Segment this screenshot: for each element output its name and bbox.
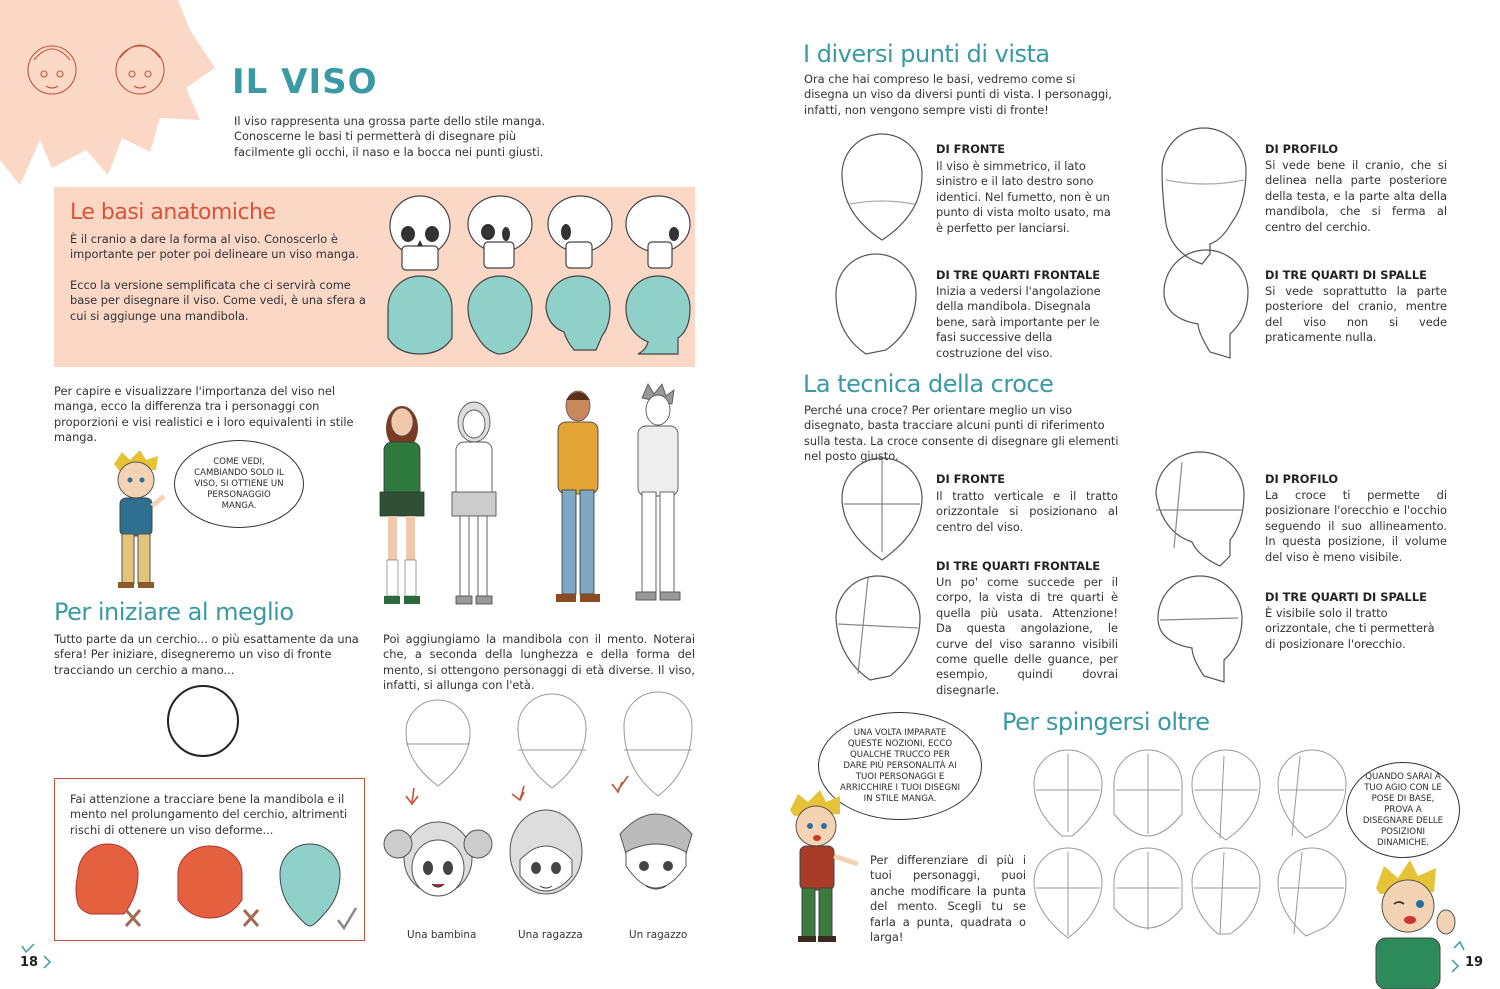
anatomy-text-2: Ecco la versione semplificata che ci servirà come base per disegnare il viso. Come vedi, è una sfera a cui si aggiunge una mandibola. [70,278,366,323]
hand-drawn-circle [166,684,242,760]
realistic-vs-manga-text: Per capire e visualizzare l'importanza del viso nel manga, ecco la differenza tra i personaggi con proporzioni e visi realistici e i loro equivalenti in stile manga. [54,384,354,445]
full-body-characters-illustration [372,380,702,612]
beyond-heading: Per spingersi oltre [1002,708,1210,736]
skull-illustrations [380,190,692,366]
speech-bubble-left: COME VEDI, CAMBIANDO SOLO IL VISO, SI OTTIENE UN PERSONAGGIO MANGA. [174,440,304,528]
caption-teen-girl: Una ragazza [518,929,583,941]
vp-profile-text: Si vede bene il cranio, che si delinea nella parte posteriore della testa, e la parte alta della mandibola, che si ferma al centro del cerchio. [1265,158,1447,234]
vp-three-quarter-back-text: Si vede soprattutto la parte posteriore del cranio, mentre del viso non si vede praticamente nulla. [1265,284,1447,345]
intro-text: Il viso rappresenta una grossa parte dello stile manga. Conoscerne le basi ti permetterà di disegnare più facilmente gli occhi, il naso e la bocca nei punti giusti. [234,114,546,159]
cross-three-quarter-front-text: Un po' come succede per il corpo, la vista di tre quarti è quella più usata. Attenzione! Da questa angolazione, le curve del viso saranno visibili come quelle delle guance, per esempio, quindi dovrai disegnarle. [936,575,1118,697]
anatomy-heading: Le basi anatomiche [70,200,276,225]
cross-profile-label: DI PROFILO [1265,472,1339,486]
speech-bubble-right-1: UNA VOLTA IMPARATE QUESTE NOZIONI, ECCO QUALCHE TRUCCO PER DARE PIÙ PERSONALITÀ AI TUOI PERSONAGGI E ARRICCHIRE I TUOI DISEGNI IN STILE MANGA. [818,712,982,820]
page-title: IL VISO [232,62,378,102]
cross-heading: La tecnica della croce [803,370,1054,398]
cross-three-quarter-back-label: DI TRE QUARTI DI SPALLE [1265,590,1427,604]
start-text-2: Poi aggiungiamo la mandibola con il mento. Noterai che, a seconda della lunghezza e della forma del mento, si ottengono personaggi di età diverse. Il viso, infatti, si allunga con l'età. [383,632,695,693]
vp-three-quarter-back-label: DI TRE QUARTI DI SPALLE [1265,268,1427,282]
speech-bubble-right-2: QUANDO SARAI A TUO AGIO CON LE POSE DI BASE, PROVA A DISEGNARE DELLE POSIZIONI DINAMICHE. [1346,762,1460,858]
page-number-right: 19 [1465,955,1484,970]
start-text-1: Tutto parte da un cerchio... o più esattamente da una sfera! Per iniziare, disegneremo un viso di fronte tracciando un cerchio a mano... [54,632,359,677]
cross-three-quarter-back-text: È visibile solo il tratto orizzontale, che ti permetterà di posizionare l'orecchio. [1265,606,1435,651]
anatomy-text-1: È il cranio a dare la forma al viso. Conoscerlo è importante per poter poi delineare un viso manga. [70,232,359,262]
cross-intro: Perché una croce? Per orientare meglio un viso disegnato, basta tracciare alcuni punti di riferimento sulla testa. La croce consente di disegnare gli elementi nel posto giusto. [804,403,1119,464]
vp-profile-label: DI PROFILO [1265,142,1339,156]
page-number-left: 18 [20,955,39,970]
warning-text: Fai attenzione a tracciare bene la mandibola e il mento nel prolungamento del cerchio, altrimenti rischi di ottenere un viso deforme... [70,792,348,837]
vp-three-quarter-front-label: DI TRE QUARTI FRONTALE [936,268,1101,282]
cross-front-label: DI FRONTE [936,472,1005,486]
kid-character-illustration [100,450,180,595]
beyond-text: Per differenziare di più i tuoi personaggi, puoi anche modificare la punta del mento. Scegli tu se farla a punta, quadrata o larga! [870,853,1026,945]
cross-front-text: Il tratto verticale e il tratto orizzontale si posizionano al centro del viso. [936,489,1118,534]
chin-variations-illustration [1030,744,1350,944]
viewpoints-intro: Ora che hai compreso le basi, vedremo come si disegna un viso da diversi punti di vista. I personaggi, infatti, non vengono sempre visti di fronte! [804,72,1112,117]
cross-three-quarter-front-label: DI TRE QUARTI FRONTALE [936,559,1101,573]
deformed-face-examples [68,840,364,936]
caption-young-man: Un ragazzo [629,929,688,941]
vp-front-label: DI FRONTE [936,142,1005,156]
cross-profile-text: La croce ti permette di posizionare l'orecchio e l'occhio seguendo il suo allineamento. In questa posizione, il volume del viso è meno visibile. [1265,488,1447,564]
starburst-decoration [0,0,230,190]
kid-character-red-vest-illustration [784,790,874,946]
start-heading: Per iniziare al meglio [54,598,294,626]
vp-front-text: Il viso è simmetrico, il lato sinistro e il lato destro sono identici. Nel fumetto, non è un punto di vista molto usato, ma è perfetto per lanciarsi. [936,159,1111,235]
head-progression-illustration [384,684,696,924]
vp-three-quarter-front-text: Inizia a vedersi l'angolazione della mandibola. Disegnala bene, sarà importante per le fasi successive della costruzione del viso. [936,284,1101,360]
viewpoints-heading: I diversi punti di vista [803,40,1050,68]
caption-child-girl: Una bambina [407,929,477,941]
